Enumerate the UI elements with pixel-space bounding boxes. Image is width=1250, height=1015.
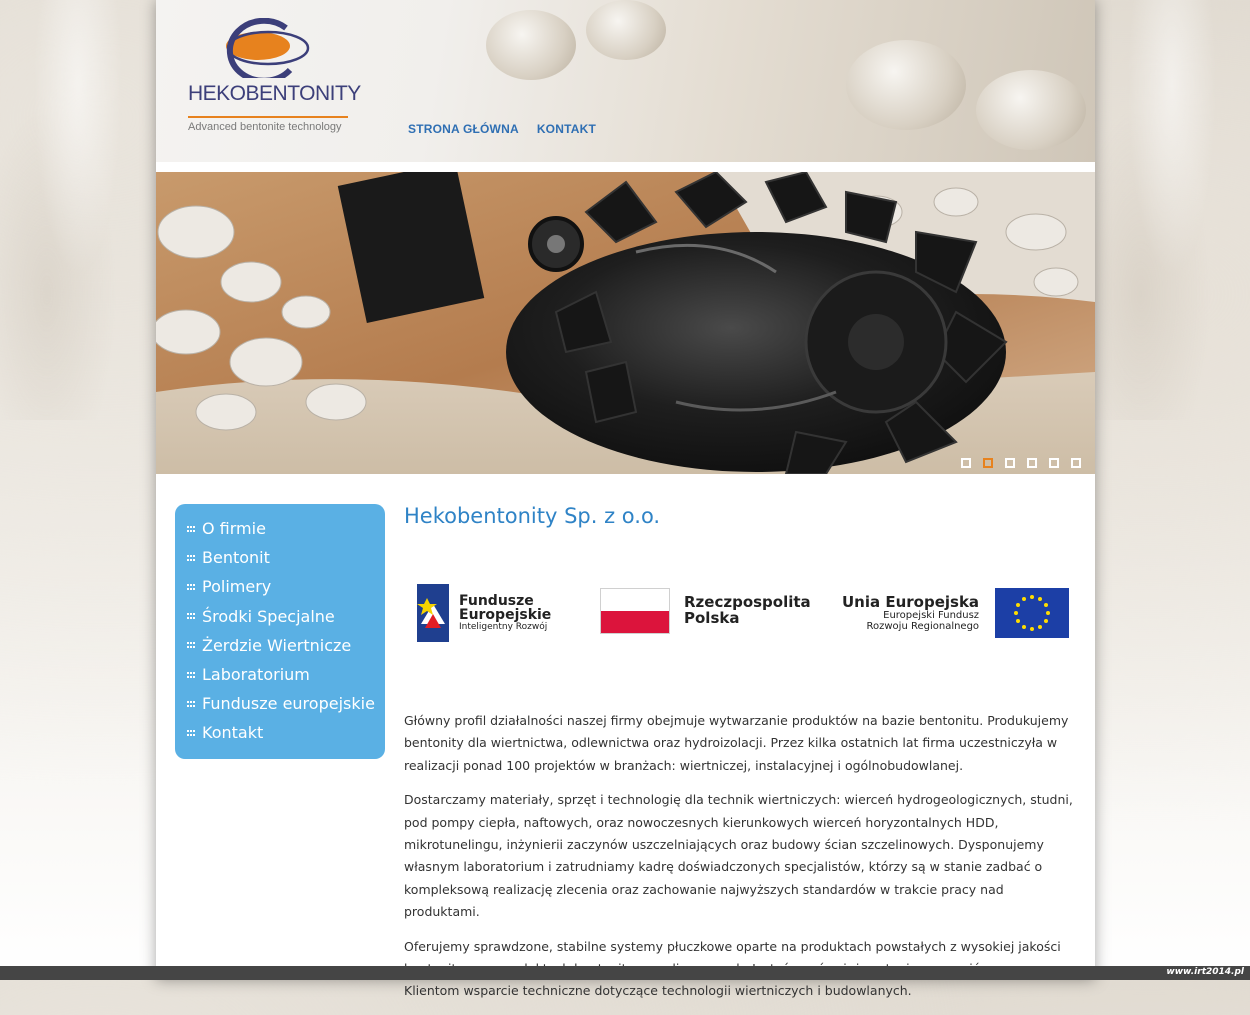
sidebar-item-label: Żerdzie Wiertnicze: [202, 635, 352, 655]
logo[interactable]: [186, 18, 361, 138]
sidebar-item-label: O firmie: [202, 519, 266, 539]
fe-line1: Fundusze: [459, 592, 534, 609]
sidebar-item-label: Fundusze europejskie: [202, 694, 375, 714]
logo-tagline: Advanced bentonite technology: [188, 121, 342, 133]
main-content: [404, 504, 1080, 1015]
slider-dot-3[interactable]: [1005, 458, 1015, 468]
slider-dot-1[interactable]: [961, 458, 971, 468]
slider-dot-6[interactable]: [1071, 458, 1081, 468]
sidebar-item-label: Środki Specjalne: [202, 606, 335, 626]
bullet-icon: [187, 640, 197, 650]
page-container: [156, 0, 1095, 999]
header-decoration: [586, 0, 666, 60]
sidebar-item-label: Bentonit: [202, 548, 270, 568]
bullet-icon: [187, 611, 197, 621]
fundusze-europejskie-icon: [417, 584, 449, 642]
slider-dot-5[interactable]: [1049, 458, 1059, 468]
fe-line2: Europejskie: [459, 607, 552, 624]
logo-text: HEKOBENTONITY: [188, 82, 361, 105]
polish-flag-icon: [600, 588, 670, 634]
rzeczpospolita-polska-logo: [600, 588, 811, 634]
page-title: Hekobentonity Sp. z o.o.: [404, 504, 661, 528]
header-decoration: [846, 40, 966, 130]
logo-underline: [188, 116, 348, 118]
ue-line3: Rozwoju Regionalnego: [866, 621, 980, 633]
footer-credit-link[interactable]: www.irt2014.pl: [1166, 967, 1244, 977]
unia-europejska-logo: [842, 588, 1069, 638]
logo-mark-icon: [216, 18, 316, 78]
rp-line1: Rzeczpospolita: [684, 593, 811, 612]
sidebar-item-srodki-specjalne[interactable]: [175, 602, 385, 631]
eu-flag-icon: [995, 588, 1069, 638]
paragraph-2: Dostarczamy materiały, sprzęt i technologię dla technik wiertniczych: wierceń hydrogeologicznych, studni, pod pompy ciepła, naftowych, oraz nowoczesnych kierunkowych wierceń horyzontalnych HDD, mikrotunelingu, inżynierii zaczynów uszczelniających oraz budowy ścian szczelinowych. Dysponujemy własnym laboratorium i zatrudniamy kadrę doświadczonych specjalistów, którzy są w stanie zadbać o kompleksową realizację zlecenia oraz zachowanie najwyższych standardów w trakcie pracy nad produktami.: [404, 792, 1073, 920]
sidebar-item-kontakt[interactable]: [175, 718, 385, 747]
slider-dot-2-active[interactable]: [983, 458, 993, 468]
paragraph-3: Oferujemy sprawdzone, stabilne systemy płuczkowe oparte na produktach powstałych z wysokiej jakości Klientom wsparcie techniczne dotyczące technologii wiertniczych i budowlanych.: [404, 938, 1061, 999]
rp-line2: Polska: [684, 609, 740, 627]
background-decoration-left: [0, 0, 156, 420]
ue-line1: Unia Europejska: [842, 592, 980, 611]
eu-funding-logos: [404, 574, 1080, 644]
nav-link-kontakt[interactable]: KONTAKT: [536, 122, 596, 136]
sidebar-item-laboratorium[interactable]: [175, 660, 385, 689]
header: [156, 0, 1095, 162]
fundusze-europejskie-logo: [417, 584, 551, 642]
header-decoration: [486, 10, 576, 80]
bullet-icon: [187, 728, 197, 738]
hero-slider[interactable]: [156, 172, 1095, 474]
ue-line2: Europejski Fundusz: [883, 610, 980, 622]
sidebar-item-label: Polimery: [202, 577, 272, 597]
background-decoration-right: [1094, 0, 1250, 420]
fe-line3: Inteligentny Rozwój: [459, 621, 548, 632]
bullet-icon: [187, 670, 197, 680]
top-navigation: [408, 122, 596, 136]
bullet-icon: [187, 699, 197, 709]
sidebar-item-o-firmie[interactable]: [175, 514, 385, 543]
bullet-icon: [187, 582, 197, 592]
sidebar-item-label: Laboratorium: [202, 665, 310, 685]
header-decoration: [976, 70, 1086, 150]
nav-link-strona-glowna[interactable]: STRONA GŁÓWNA: [408, 122, 519, 136]
slider-dot-4[interactable]: [1027, 458, 1037, 468]
sidebar-item-fundusze-europejskie[interactable]: [175, 689, 385, 718]
intro-text: [404, 710, 1080, 1003]
paragraph-1: Główny profil działalności naszej firmy obejmuje wytwarzanie produktów na bazie bentonitu. Produkujemy bentonity dla wiertnictwa, odlewnictwa oraz hydroizolacji. Przez kilka ostatnich lat firma uczestniczyła w realizacji ponad 100 projektów w branżach: wiertniczej, instalacyjnej i ogólnobudowlanej.: [404, 713, 1069, 773]
slider-pagination: [961, 458, 1081, 468]
sidebar-item-zerdzie-wiertnicze[interactable]: [175, 631, 385, 660]
bullet-icon: [187, 553, 197, 563]
footer-bar: [0, 966, 1250, 980]
sidebar-item-polimery[interactable]: [175, 572, 385, 601]
sidebar-item-bentonit[interactable]: [175, 543, 385, 572]
bullet-icon: [187, 524, 197, 534]
drill-bit-photo: [156, 172, 1095, 474]
eu-stars-icon: [995, 588, 1069, 638]
sidebar-menu: [175, 504, 385, 759]
sidebar-item-label: Kontakt: [202, 723, 264, 743]
